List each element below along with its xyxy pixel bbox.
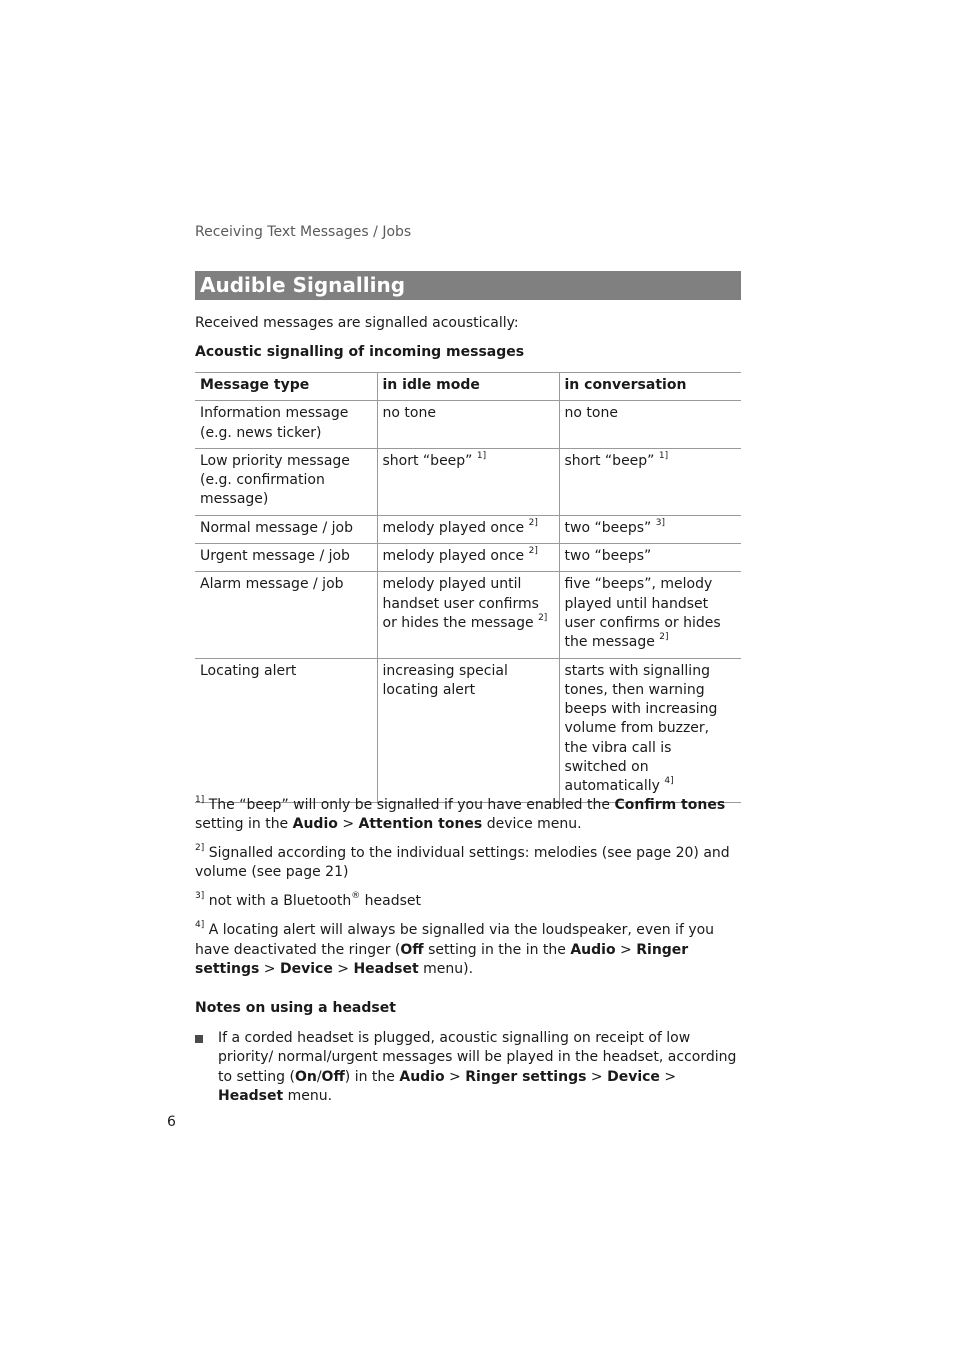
footnote-ref: 2] — [528, 517, 538, 528]
cell-message-type — [195, 572, 377, 658]
table-row — [195, 515, 741, 543]
footnote-ref: 2] — [659, 632, 669, 643]
menu-term: Attention tones — [358, 816, 483, 833]
running-head: Receiving Text Messages / Jobs — [195, 224, 412, 240]
signalling-table — [195, 372, 741, 803]
footnote-text: Signalled according to the individual settings: melodies (see page 20) and volume (see page 21) — [195, 845, 730, 881]
footnote-ref: 1] — [476, 450, 487, 461]
cell-idle — [377, 658, 559, 802]
cell-text: short “beep” — [382, 452, 477, 469]
section-title: Audible Signalling — [200, 273, 406, 297]
bullet-span: > — [659, 1068, 677, 1085]
bullet-span: > — [444, 1068, 466, 1085]
menu-term: Off — [400, 941, 424, 958]
cell-text: no tone — [564, 405, 618, 422]
footnote-text: setting in the — [195, 816, 293, 833]
cell-text: Normal message / job — [200, 519, 353, 536]
bullet-span: If a corded headset is plugged, acoustic signalling on receipt of low priority/ normal/urgent messages will be played in the headset, according to setting ( — [218, 1030, 737, 1085]
bullet-text — [218, 1029, 741, 1106]
footnote-2 — [195, 844, 743, 883]
menu-term: Ringer settings — [465, 1068, 587, 1085]
footnote-ref: 1] — [658, 450, 669, 461]
table-row — [195, 572, 741, 658]
cell-message-type — [195, 515, 377, 543]
intro-text: Received messages are signalled acoustically: — [195, 315, 519, 331]
footnote-text: device menu. — [482, 816, 582, 833]
cell-text: short “beep” — [564, 452, 659, 469]
footnotes — [195, 796, 743, 989]
section-title-bar — [195, 271, 741, 300]
footnote-text: setting in the in the — [423, 941, 571, 958]
footnote-text: > — [332, 960, 354, 977]
cell-text: five “beeps”, melody played until handset user confirms or hides the message — [564, 576, 721, 651]
footnote-4 — [195, 921, 743, 979]
cell-text: starts with signalling tones, then warning beeps with increasing volume from buzzer, the vibra call is switched on automatically — [564, 662, 718, 795]
cell-text: Urgent message / job — [200, 548, 350, 565]
menu-term: Device — [279, 960, 333, 977]
footnote-mark: 2] — [195, 843, 205, 854]
footnote-text: headset — [360, 893, 422, 910]
menu-term: Audio — [399, 1068, 445, 1085]
footnote-text: The “beep” will only be signalled if you have enabled the — [204, 797, 615, 813]
cell-conversation — [559, 515, 741, 543]
cell-idle — [377, 448, 559, 515]
menu-term: Audio — [570, 941, 616, 958]
table-header-row — [195, 373, 741, 401]
menu-term: Device — [607, 1068, 660, 1085]
page-number: 6 — [167, 1114, 176, 1130]
cell-text: two “beeps” — [564, 548, 652, 565]
cell-message-type — [195, 658, 377, 802]
menu-term: Ringer settings — [195, 941, 689, 977]
footnote-3 — [195, 892, 743, 911]
table-row — [195, 544, 741, 572]
cell-text: Locating alert — [200, 662, 297, 679]
cell-conversation — [559, 658, 741, 802]
table-row — [195, 401, 741, 449]
footnote-ref: 4] — [664, 776, 674, 787]
footnote-text: > — [259, 960, 280, 977]
cell-idle — [377, 544, 559, 572]
footnote-mark: 4] — [195, 920, 205, 931]
header-message-type: Message type — [195, 373, 377, 401]
cell-text: melody played until handset user confirms or hides the message — [382, 576, 539, 631]
bullet-span: ) in the — [344, 1068, 400, 1085]
menu-term: Confirm tones — [614, 797, 726, 813]
cell-idle — [377, 572, 559, 658]
cell-idle — [377, 515, 559, 543]
cell-text: Low priority message (e.g. confirmation message) — [200, 452, 350, 508]
cell-text: melody played once — [382, 519, 529, 536]
footnote-ref: 2] — [538, 612, 548, 623]
footnote-text: not with a Bluetooth — [204, 893, 352, 910]
footnote-mark: 3] — [195, 891, 205, 902]
cell-conversation — [559, 572, 741, 658]
cell-text: increasing special locating alert — [382, 662, 508, 698]
table-row — [195, 658, 741, 802]
footnote-1 — [195, 796, 743, 835]
cell-text: Information message (e.g. news ticker) — [200, 405, 349, 441]
cell-message-type — [195, 448, 377, 515]
bullet-span: > — [586, 1068, 608, 1085]
footnote-ref: 3] — [655, 517, 665, 528]
footnote-text: > — [615, 941, 637, 958]
footnote-text: > — [337, 816, 359, 833]
menu-term: Headset — [353, 960, 419, 977]
menu-term: Off — [321, 1068, 345, 1085]
cell-conversation — [559, 544, 741, 572]
cell-message-type — [195, 401, 377, 449]
header-in-conversation: in conversation — [559, 373, 741, 401]
cell-conversation — [559, 448, 741, 515]
cell-message-type — [195, 544, 377, 572]
bullet-span: menu. — [283, 1087, 333, 1104]
table-row — [195, 448, 741, 515]
cell-text: Alarm message / job — [200, 576, 344, 593]
footnote-text: menu). — [418, 960, 474, 977]
menu-term: On — [294, 1068, 317, 1085]
cell-text: two “beeps” — [564, 519, 656, 536]
registered-mark: ® — [351, 891, 361, 902]
cell-text: melody played once — [382, 548, 529, 565]
square-bullet-icon — [195, 1035, 203, 1043]
cell-idle — [377, 401, 559, 449]
table-subheading: Acoustic signalling of incoming messages — [195, 344, 525, 360]
headset-notes-heading: Notes on using a headset — [195, 1000, 396, 1016]
footnote-ref: 2] — [528, 546, 538, 557]
footnote-mark: 1] — [195, 795, 205, 805]
menu-term: Audio — [292, 816, 338, 833]
headset-bullet — [195, 1029, 741, 1106]
menu-term: Headset — [218, 1087, 284, 1104]
header-idle-mode: in idle mode — [377, 373, 559, 401]
cell-conversation — [559, 401, 741, 449]
bullet-span: / — [316, 1068, 322, 1085]
footnote-text: A locating alert will always be signalled via the loudspeaker, even if you have deactivated the ringer ( — [195, 922, 715, 958]
cell-text: no tone — [382, 405, 436, 422]
